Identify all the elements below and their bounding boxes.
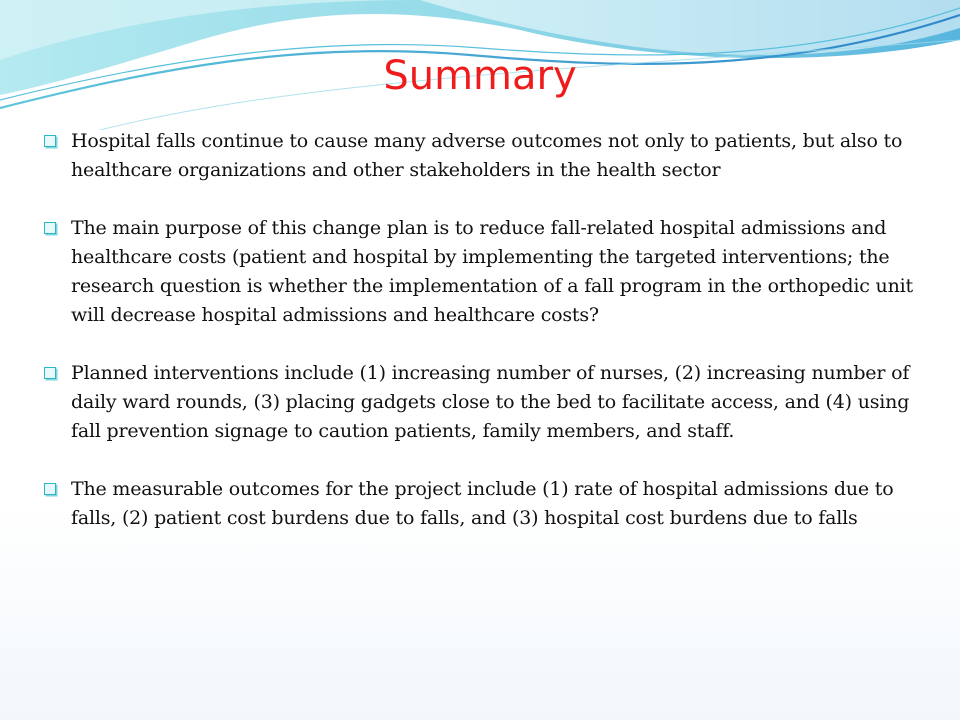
bullet-text: Planned interventions include (1) increasing number of nurses, (2) increasing number of daily ward rounds, (3) placing gadgets close to the bed to facilitate access, and (4) using fall prevention signage to caution patients, family members, and staff.: [71, 362, 910, 442]
bullet-item: [44, 359, 924, 446]
square-bullet-icon: [44, 222, 56, 234]
bullet-list: [44, 127, 924, 533]
bullet-item: [44, 475, 924, 533]
bullet-text: Hospital falls continue to cause many adverse outcomes not only to patients, but also to healthcare organizations and other stakeholders in the health sector: [71, 130, 903, 181]
bullet-item: [44, 127, 924, 185]
bullet-item: [44, 214, 924, 330]
square-bullet-icon: [44, 367, 56, 379]
square-bullet-icon: [44, 135, 56, 147]
square-bullet-icon: [44, 483, 56, 495]
bullet-text: The measurable outcomes for the project include (1) rate of hospital admissions due to falls, (2) patient cost burdens due to falls, and (3) hospital cost burdens due to falls: [71, 478, 894, 529]
slide-title: Summary: [383, 53, 577, 99]
bullet-text: The main purpose of this change plan is to reduce fall-related hospital admissions and healthcare costs (patient and hospital by implementing the targeted interventions; the research question is whether the implementation of a fall program in the orthopedic unit will decrease hospital admissions and healthcare costs?: [71, 217, 913, 326]
